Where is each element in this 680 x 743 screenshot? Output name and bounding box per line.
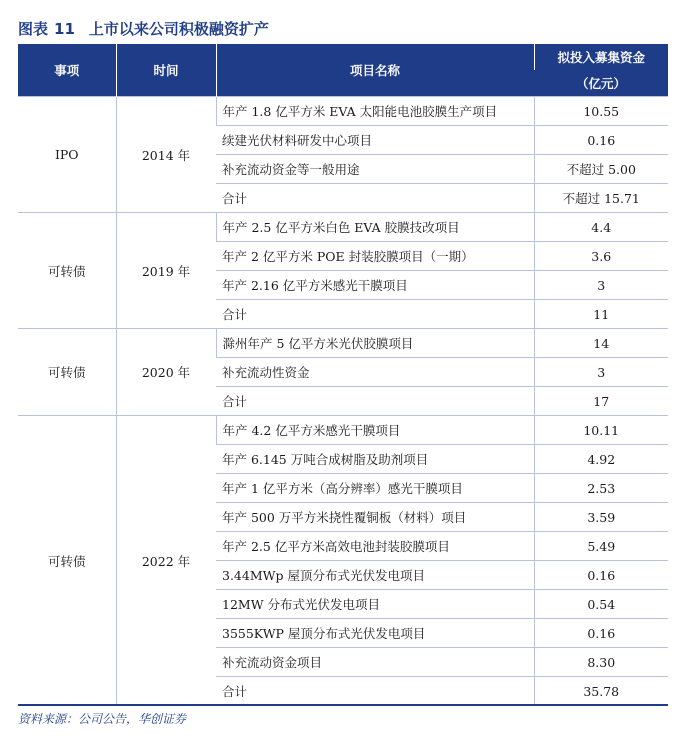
amount-cell: 3.6 — [534, 242, 668, 271]
amount-cell: 0.16 — [534, 561, 668, 590]
amount-cell: 10.11 — [534, 416, 668, 445]
amount-cell: 17 — [534, 387, 668, 416]
project-name-cell: 年产 6.145 万吨合成树脂及助剂项目 — [216, 445, 534, 474]
amount-cell: 0.54 — [534, 590, 668, 619]
table-body — [18, 97, 668, 706]
amount-cell: 不超过 15.71 — [534, 184, 668, 213]
amount-cell: 8.30 — [534, 648, 668, 677]
table-row — [18, 416, 668, 445]
project-name-cell: 续建光伏材料研发中心项目 — [216, 126, 534, 155]
project-name-cell: 合计 — [216, 300, 534, 329]
table-row — [18, 213, 668, 242]
project-name-cell: 年产 2.5 亿平方米高效电池封装胶膜项目 — [216, 532, 534, 561]
project-name-cell: 年产 2.16 亿平方米感光干膜项目 — [216, 271, 534, 300]
project-name-cell: 年产 2.5 亿平方米白色 EVA 胶膜技改项目 — [216, 213, 534, 242]
project-name-cell: 合计 — [216, 184, 534, 213]
project-name-cell: 3.44MWp 屋顶分布式光伏发电项目 — [216, 561, 534, 590]
figure-title-text: 上市以来公司积极融资扩产 — [88, 20, 269, 38]
header-amount-line1: 拟投入募集资金 — [534, 44, 668, 70]
event-cell: IPO — [18, 97, 116, 213]
amount-cell: 35.78 — [534, 677, 668, 706]
project-name-cell: 3555KWP 屋顶分布式光伏发电项目 — [216, 619, 534, 648]
amount-cell: 11 — [534, 300, 668, 329]
figure-number: 11 — [54, 20, 75, 38]
time-cell: 2022 年 — [116, 416, 216, 706]
amount-cell: 5.49 — [534, 532, 668, 561]
project-name-cell: 年产 1.8 亿平方米 EVA 太阳能电池胶膜生产项目 — [216, 97, 534, 126]
figure-title — [18, 16, 269, 42]
source-note: 资料来源：公司公告，华创证券 — [18, 712, 187, 726]
amount-cell: 0.16 — [534, 619, 668, 648]
project-name-cell: 合计 — [216, 387, 534, 416]
event-cell: 可转债 — [18, 213, 116, 329]
amount-cell: 10.55 — [534, 97, 668, 126]
project-name-cell: 年产 1 亿平方米（高分辨率）感光干膜项目 — [216, 474, 534, 503]
project-name-cell: 年产 500 万平方米挠性覆铜板（材料）项目 — [216, 503, 534, 532]
amount-cell: 3 — [534, 358, 668, 387]
amount-cell: 14 — [534, 329, 668, 358]
project-name-cell: 合计 — [216, 677, 534, 706]
event-cell: 可转债 — [18, 416, 116, 706]
amount-cell: 4.92 — [534, 445, 668, 474]
amount-cell: 0.16 — [534, 126, 668, 155]
header-project: 项目名称 — [216, 44, 534, 97]
project-name-cell: 12MW 分布式光伏发电项目 — [216, 590, 534, 619]
amount-cell: 2.53 — [534, 474, 668, 503]
project-name-cell: 滁州年产 5 亿平方米光伏胶膜项目 — [216, 329, 534, 358]
amount-cell: 3 — [534, 271, 668, 300]
header-time: 时间 — [116, 44, 216, 97]
project-name-cell: 年产 4.2 亿平方米感光干膜项目 — [216, 416, 534, 445]
table-row — [18, 97, 668, 126]
time-cell: 2020 年 — [116, 329, 216, 416]
event-cell: 可转债 — [18, 329, 116, 416]
figure-label: 图表 — [18, 20, 49, 38]
time-cell: 2014 年 — [116, 97, 216, 213]
project-name-cell: 补充流动性资金 — [216, 358, 534, 387]
amount-cell: 不超过 5.00 — [534, 155, 668, 184]
table-row — [18, 329, 668, 358]
time-cell: 2019 年 — [116, 213, 216, 329]
header-event: 事项 — [18, 44, 116, 97]
amount-cell: 4.4 — [534, 213, 668, 242]
financing-table — [18, 44, 668, 705]
project-name-cell: 年产 2 亿平方米 POE 封装胶膜项目（一期） — [216, 242, 534, 271]
project-name-cell: 补充流动资金项目 — [216, 648, 534, 677]
amount-cell: 3.59 — [534, 503, 668, 532]
header-amount-line2: （亿元） — [534, 70, 668, 97]
project-name-cell: 补充流动资金等一般用途 — [216, 155, 534, 184]
bottom-rule — [18, 704, 668, 706]
